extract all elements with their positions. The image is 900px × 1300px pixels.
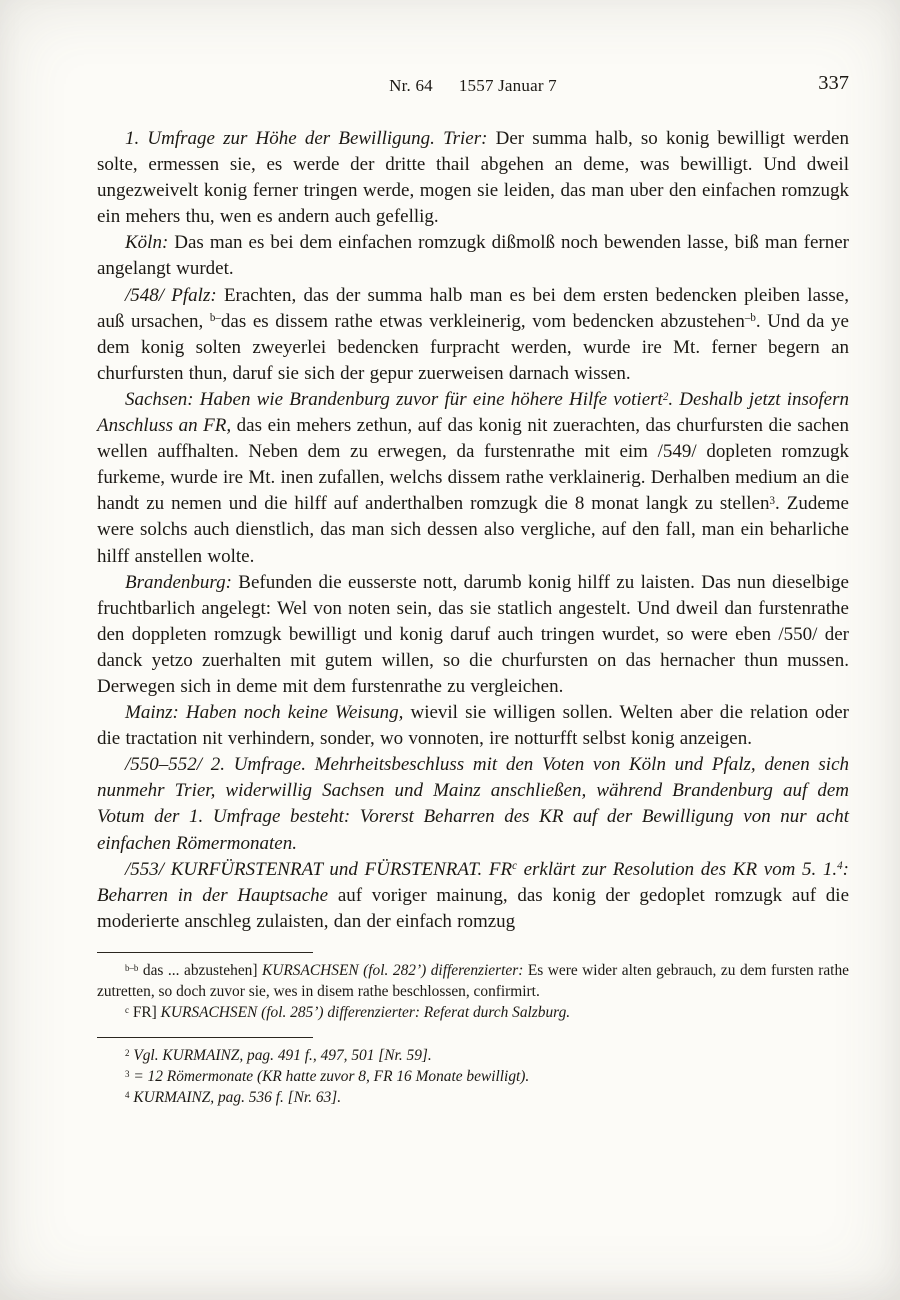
- apparatus-note: [97, 1002, 849, 1023]
- text-run: Mainz: Haben noch keine Weisung,: [125, 702, 411, 724]
- note-marker: 4: [837, 860, 843, 873]
- note-marker: 2: [125, 1047, 130, 1058]
- text-block: [97, 72, 850, 1108]
- footnote: [97, 1066, 849, 1087]
- text-run: Es were wider alten gebrauch, zu dem fursten rathe zutretten, so doch zuvor sie, wes in disem rathe beschlossen, confirmirt.: [97, 961, 849, 1000]
- text-run: /548/ Pfalz:: [125, 284, 224, 306]
- text-run: = 12 Römermonate (KR hatte zuvor 8, FR 16 Monate bewilligt).: [133, 1067, 530, 1085]
- note-marker: –b: [744, 312, 756, 325]
- text-run: : Beharren in der Hauptsache: [97, 858, 849, 906]
- note-marker: c: [125, 1004, 129, 1015]
- text-run: das ein mehers zethun, auf das konig nit zuerachten, das churfursten die sachen wellen auffhalten. Neben dem zu erwegen, da furstenrathe mit eim /549/ dopleten romzugk furkeme, wurde ire Mt. inen zufallen, welchs dissem rathe verklainerig. Derhalben medium an die handt zu nemen und die hilff auf anderthalben romzugk die 8 monat langk zu stellen: [97, 415, 849, 515]
- note-marker: 4: [125, 1089, 130, 1100]
- note-marker: b–b: [125, 962, 139, 973]
- text-run: 1. Umfrage zur Höhe der Bewilligung. Trier:: [125, 128, 496, 149]
- text-run: erklärt zur Resolution des KR vom 5. 1.: [516, 858, 838, 880]
- text-run: . Und da ye dem konig solten zweyerlei bedencken furpracht werden, wurde ire Mt. ferner begern an churfursten thun, daruf sie sich der gepur zuerweisen darnach wissen.: [97, 310, 849, 384]
- apparatus-rule: [97, 952, 313, 953]
- footnote: [97, 1045, 849, 1066]
- note-marker: 3: [125, 1068, 130, 1079]
- paragraph: [97, 387, 849, 570]
- footnote-block: [97, 1045, 849, 1108]
- text-run: KURSACHSEN (fol. 282’) differenzierter:: [262, 961, 528, 979]
- paragraph: [97, 283, 849, 387]
- critical-apparatus: [97, 960, 849, 1023]
- text-run: /553/ KURFÜRSTENRAT und FÜRSTENRAT. FR: [125, 858, 513, 880]
- text-run: FR]: [128, 1003, 161, 1021]
- paragraph: [97, 752, 849, 856]
- text-run: wievil sie willigen sollen. Welten aber die relation oder die tractation nit verhindern, sonder, wo vonnoten, ire notturfft selbst konig anzeigen.: [97, 702, 849, 750]
- text-run: . Deshalb jetzt insofern Anschluss an FR,: [97, 388, 849, 437]
- text-run: das ... abzustehen]: [138, 961, 263, 979]
- note-marker: 2: [662, 390, 669, 403]
- document-number: Nr. 64: [389, 76, 433, 95]
- document-date: 1557 Januar 7: [458, 76, 557, 95]
- body-text: [97, 126, 849, 935]
- text-run: Vgl. KURMAINZ, pag. 491 f., 497, 501 [Nr. 59].: [133, 1046, 432, 1064]
- running-title: [97, 76, 849, 96]
- text-run: das es dissem rathe etwas verkleinerig, vom bedencken abzustehen: [220, 310, 745, 332]
- apparatus-note: [97, 960, 849, 1002]
- note-marker: c: [512, 860, 517, 873]
- text-run: . Zudeme were solchs auch dienstlich, das man sich dessen also vergliche, auf den fall, man ein beharliche hilff anstellen wolte.: [97, 493, 849, 567]
- text-run: KURMAINZ, pag. 536 f. [Nr. 63].: [133, 1088, 342, 1106]
- text-run: Köln:: [125, 232, 175, 254]
- text-run: Erachten, das der summa halb man es bei dem ersten bedencken pleiben lasse, auß ursachen,: [97, 284, 849, 332]
- text-run: auf voriger mainung, das konig der gedoplet romzugk auf die moderierte anschleg zulaisten, dan der einfach romzug: [97, 884, 850, 932]
- paragraph: [97, 700, 849, 752]
- text-run: Brandenburg:: [125, 571, 239, 593]
- text-run: Sachsen: Haben wie Brandenburg zuvor für eine höhere Hilfe votiert: [125, 388, 663, 410]
- text-run: KURSACHSEN (fol. 285’) differenzierter: Referat durch Salzburg.: [160, 1003, 571, 1021]
- text-run: Befunden die eusserste nott, darumb konig hilff zu laisten. Das nun dieselbige fruchtbarlich angelegt: Wel von noten sein, das sie statlich angestelt. Und dweil dan furstenrathe den doppleten romzugk bewilligt und konig daruf auch tringen wurdet, so were eben /550/ der danck yetzo zuerhalten mit gutem willen, so die churfursten on das hernacher thun mussen. Derwegen sich in deme mit dem furstenrathe zu vergleichen.: [97, 571, 849, 697]
- text-run: Der summa halb, so konig bewilligt werden solte, ermessen sie, es werde der dritte thail abgehen an deme, was bewilligt. Und dweil ungezweivelt konig ferner tringen werde, mogen sie leiden, das man uber den einfachen romzugk ein mehers thu, wen es andern auch gefellig.: [97, 128, 849, 228]
- page-header: [97, 72, 849, 102]
- footnote: [97, 1087, 849, 1108]
- paragraph: [97, 230, 849, 282]
- footnote-rule: [97, 1037, 313, 1038]
- note-marker: b–: [209, 312, 221, 325]
- paragraph: [97, 570, 849, 700]
- text-run: Das man es bei dem einfachen romzugk dißmolß noch bewenden lasse, biß man ferner angelangt wurdet.: [97, 232, 849, 280]
- note-marker: 3: [769, 495, 775, 508]
- paragraph: [97, 857, 849, 935]
- text-run: /550–552/ 2. Umfrage. Mehrheitsbeschluss mit den Voten von Köln und Pfalz, denen sich nunmehr Trier, widerwillig Sachsen und Mainz anschließen, während Brandenburg auf dem Votum der 1. Umfrage besteht: Vorerst Beharren des KR auf der Bewilligung von nur acht einfachen Römermonaten.: [97, 754, 849, 854]
- page-number: 337: [818, 72, 849, 94]
- paragraph: [97, 126, 849, 230]
